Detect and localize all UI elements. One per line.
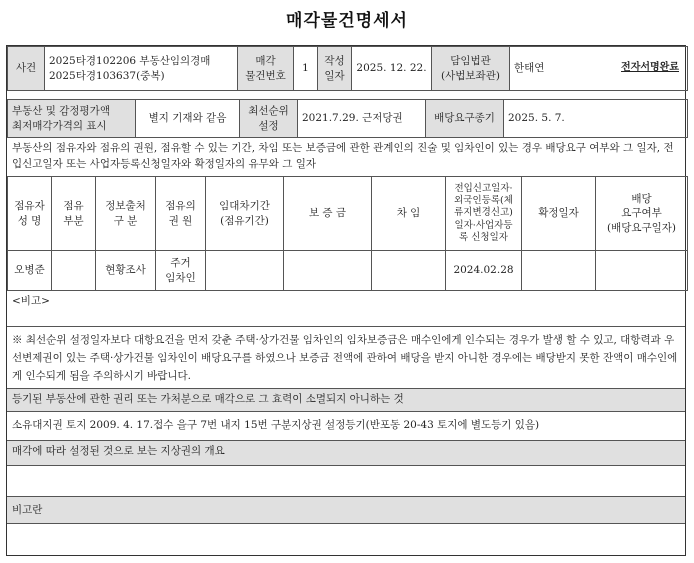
deadline-value: 2025. 5. 7. xyxy=(504,100,688,138)
item-no-label-2: 물건번호 xyxy=(245,69,286,82)
remarks-area xyxy=(7,291,685,327)
notice-text: ※ 최선순위 설정일자보다 대항요건을 먼저 갖춘 주택·상가건물 임차인의 임차보증금은 매수인에게 인수되는 경우가 발생 할 수 있고, 대항력과 우선변제권이 있는 주택·상가건물 임차인이 배당요구를 하였으나 보증금 전액에 관하여 배당을 받지 아니한 경우에는 배당받지 못한 잔액이 매수인에게 인수되게 됨을 주의하시기 바랍니다. xyxy=(7,327,685,389)
date-value: 2025. 12. 22. xyxy=(352,47,432,91)
rights-label: 등기된 부동산에 관한 권리 또는 가처분으로 매각으로 그 효력이 소멸되지 아니하는 것 xyxy=(7,389,685,412)
col-movein-2: 외국인등록(체 xyxy=(454,194,513,206)
judge-label-1: 담임법관 xyxy=(450,55,491,68)
date-label-1: 작성 xyxy=(324,55,345,68)
priority-value: 2021.7.29. 근저당권 xyxy=(298,100,426,138)
valuation-value: 별지 기재와 같음 xyxy=(136,100,240,138)
item-no: 1 xyxy=(294,47,318,91)
col-movein-1: 전입신고일자· xyxy=(454,182,513,194)
case-label: 사건 xyxy=(8,47,45,91)
occupant-table-header xyxy=(8,177,688,251)
case-line-1: 2025타경102206 부동산임의경매 xyxy=(49,55,211,68)
col-source-2: 구 분 xyxy=(113,214,138,227)
cell-part xyxy=(52,251,96,291)
deadline-label: 배당요구종기 xyxy=(426,100,504,138)
case-line-2: 2025타경103637(중복) xyxy=(49,69,165,82)
col-occupant-1: 점유자 xyxy=(14,200,45,213)
rights-value: 소유대지권 토지 2009. 4. 17.접수 을구 7번 내지 15번 구분지상권 설정등기(반포동 20-43 토지에 별도등기 있음) xyxy=(7,412,685,441)
valuation-label-1: 부동산 및 감정평가액 xyxy=(12,105,110,118)
surface-rights-value xyxy=(7,466,685,497)
valuation-table xyxy=(7,99,688,138)
table-row xyxy=(8,251,688,291)
cell-rent xyxy=(372,251,446,291)
remarks2-label: 비고란 xyxy=(7,497,685,524)
page-title: 매각물건명세서 xyxy=(286,11,408,31)
col-movein xyxy=(446,177,522,251)
col-deposit: 보 증 금 xyxy=(284,177,372,251)
cell-title-1: 주거 xyxy=(170,257,191,270)
cell-dividend xyxy=(596,251,688,291)
cell-title-2: 임차인 xyxy=(165,271,196,284)
priority-label-2: 설정 xyxy=(258,119,279,132)
item-no-label-1: 매각 xyxy=(255,55,276,68)
judge-cell xyxy=(510,47,688,91)
col-period-2: (점유기간) xyxy=(220,214,269,227)
judge-label xyxy=(432,47,510,91)
col-source-1: 정보출처 xyxy=(105,200,146,213)
col-occupant-2: 성 명 xyxy=(17,214,42,227)
col-part-2: 부분 xyxy=(63,214,84,227)
col-dividend-2: 요구여부 xyxy=(621,207,662,220)
col-period xyxy=(206,177,284,251)
remarks2-value xyxy=(7,524,685,552)
col-source xyxy=(96,177,156,251)
col-title-2: 권 원 xyxy=(168,214,193,227)
case-number xyxy=(45,47,238,91)
col-movein-3: 류지변경신고) xyxy=(454,207,513,219)
col-fixed: 확정일자 xyxy=(522,177,596,251)
surface-rights-label: 매각에 따라 설정된 것으로 보는 지상권의 개요 xyxy=(7,441,685,466)
specification-form xyxy=(6,45,686,556)
case-header-table xyxy=(7,46,688,91)
col-dividend xyxy=(596,177,688,251)
remarks-label: <비고> xyxy=(12,295,50,307)
col-rent: 차 임 xyxy=(372,177,446,251)
cell-occupant: 오병준 xyxy=(8,251,52,291)
col-part-1: 점유 xyxy=(63,200,84,213)
cell-fixed xyxy=(522,251,596,291)
col-period-1: 임대차기간 xyxy=(219,200,270,213)
cell-period xyxy=(206,251,284,291)
col-movein-5: 록 신청일자 xyxy=(459,232,508,244)
col-dividend-3: (배당요구일자) xyxy=(606,221,677,234)
priority-label xyxy=(240,100,298,138)
valuation-label xyxy=(8,100,136,138)
date-label xyxy=(318,47,352,91)
signature-stamp: 전자서명완료 xyxy=(621,62,679,74)
col-movein-4: 일자·사업자등 xyxy=(454,219,513,231)
occupant-table xyxy=(7,176,688,291)
cell-source: 현황조사 xyxy=(96,251,156,291)
item-no-label xyxy=(238,47,294,91)
cell-movein: 2024.02.28 xyxy=(446,251,522,291)
col-title xyxy=(156,177,206,251)
col-title-1: 점유의 xyxy=(165,200,196,213)
cell-title xyxy=(156,251,206,291)
date-label-2: 일자 xyxy=(324,69,345,82)
judge-name: 한태연 xyxy=(514,62,545,75)
col-part xyxy=(52,177,96,251)
cell-deposit xyxy=(284,251,372,291)
valuation-label-2: 최저매각가격의 표시 xyxy=(12,119,107,132)
col-dividend-1: 배당 xyxy=(631,193,652,206)
judge-label-2: (사법보좌관) xyxy=(441,69,500,82)
priority-label-1: 최선순위 xyxy=(248,105,289,118)
occupancy-description: 부동산의 점유자와 점유의 권원, 점유할 수 있는 기간, 차임 또는 보증금에 관한 관계인의 진술 및 임차인이 있는 경우 배당요구 여부와 그 일자, 전입신고일자 또는 사업자등록신청일자와 확정일자의 유무와 그 일자 xyxy=(12,142,674,171)
col-occupant xyxy=(8,177,52,251)
